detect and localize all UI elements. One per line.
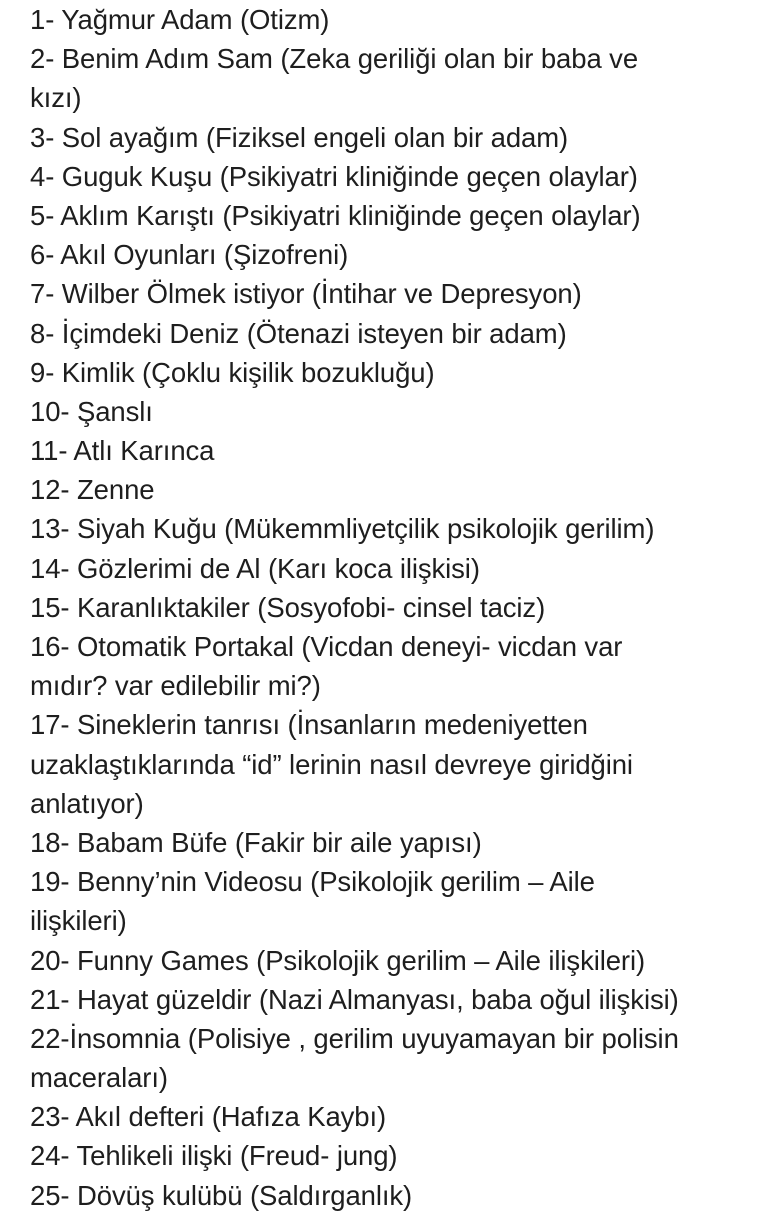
- list-line: 17- Sineklerin tanrısı (İnsanların medeniyetten: [30, 709, 588, 741]
- list-line: 2- Benim Adım Sam (Zeka geriliği olan bir baba ve: [30, 43, 639, 75]
- list-line: ilişkileri): [30, 905, 127, 937]
- list-line: 16- Otomatik Portakal (Vicdan deneyi- vicdan var: [30, 631, 623, 662]
- list-line: anlatıyor): [30, 787, 144, 819]
- list-line: 24- Tehlikeli ilişki (Freud- jung): [30, 1140, 398, 1172]
- list-line: 23- Akıl defteri (Hafıza Kaybı): [30, 1101, 387, 1133]
- list-line: 7- Wilber Ölmek istiyor (İntihar ve Depresyon): [30, 278, 582, 310]
- list-line: 10- Şanslı: [30, 395, 153, 427]
- list-line: 19- Benny’nin Videosu (Psikolojik gerilim – Aile: [30, 866, 595, 898]
- list-line: mıdır? var edilebilir mi?): [30, 670, 321, 702]
- list-line: 1- Yağmur Adam (Otizm): [30, 4, 330, 35]
- list-line: 25- Dövüş kulübü (Saldırganlık): [30, 1179, 413, 1211]
- list-line: 9- Kimlik (Çoklu kişilik bozukluğu): [30, 356, 435, 388]
- list-line: uzaklaştıklarında “id” lerinin nasıl devreye giridğini: [30, 748, 633, 780]
- list-line: kızı): [30, 82, 82, 114]
- list-line: 6- Akıl Oyunları (Şizofreni): [30, 239, 349, 271]
- list-line: 21- Hayat güzeldir (Nazi Almanyası, baba oğul ilişkisi): [30, 983, 679, 1015]
- list-line: 22-İnsomnia (Polisiye , gerilim uyuyamayan bir polisin: [30, 1022, 679, 1054]
- list-line: 8- İçimdeki Deniz (Ötenazi isteyen bir adam): [30, 317, 567, 349]
- list-line: 13- Siyah Kuğu (Mükemmliyetçilik psikolojik gerilim): [30, 513, 655, 545]
- list-line: 18- Babam Büfe (Fakir bir aile yapısı): [30, 826, 482, 858]
- list-line: 14- Gözlerimi de Al (Karı koca ilişkisi): [30, 552, 480, 584]
- list-line: 15- Karanlıktakiler (Sosyofobi- cinsel taciz): [30, 591, 546, 623]
- list-line: 12- Zenne: [30, 474, 155, 506]
- list-line: 3- Sol ayağım (Fiziksel engeli olan bir adam): [30, 121, 569, 153]
- list-line: 5- Aklım Karıştı (Psikiyatri kliniğinde geçen olaylar): [30, 199, 641, 231]
- list-line: maceraları): [30, 1062, 168, 1094]
- list-line: 4- Guguk Kuşu (Psikiyatri kliniğinde geçen olaylar): [30, 160, 638, 192]
- movie-list: [30, 0, 758, 1215]
- list-line: 20- Funny Games (Psikolojik gerilim – Aile ilişkileri): [30, 944, 646, 976]
- list-line: 11- Atlı Karınca: [30, 435, 215, 467]
